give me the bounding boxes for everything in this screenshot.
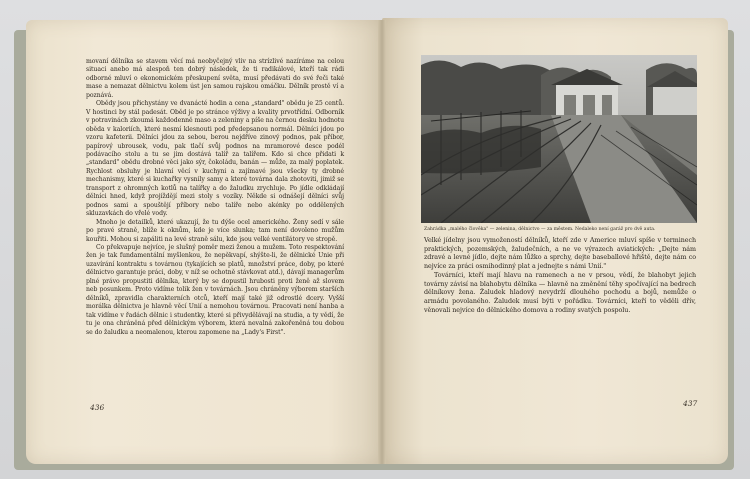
- left-paragraph-1: movaní dělníka se stavem věcí má neobyčejný vliv na strízlivé nazíráme na celou situaci anebo má alespoň ten dobrý následek, že ti radikálové, kteří tak rádi odborné mluví o ekonomickém přeskupení světa, musí předávati do své řeči také mase a nemazat dělnictvu kolem úst jen samou rajskou omáčku. Dělník prostě ví a poznává.: [86, 58, 344, 99]
- right-page-number: 437: [683, 399, 698, 408]
- left-page-number: 436: [90, 403, 105, 412]
- left-page-text: [86, 58, 344, 337]
- photo-caption: Zahrádka „malého člověka" — zelenina, dělnictvo — za městem. Nedaleko není garáž pro dvě auta.: [424, 227, 656, 232]
- garden-photo: [421, 55, 697, 223]
- right-paragraph-1: Velké jídelny jsou vymožeností dělníků, kteří zde v Americe mluví spíše v terminech praktických, pozemských, žaludečních, a ne ve výrazech aviatických: „Dejte nám zdravé a levné jídlo, dejte nám lůžko a sprchy, dejte baseballové hřiště, dejte nám co nejvíce za práci osmihodinný plat a jednejte s námi Unií.": [424, 237, 696, 271]
- left-paragraph-3: Mnoho je detailků, které ukazují, že tu dýše ocel americkéhо. Ženy sedí v sále po pravé straně, blíže k oknům, kde je více slunka; tam není dovoleno mužům kouřiti. Mohou si zapáliti na levé straně sálu, kde jsou velké ventilátory ve stropě.: [86, 218, 344, 243]
- left-paragraph-4: Co překvapuje nejvíce, je slušný poměr mezi ženou a mužem. Toto respektování žen je tak fundamentální myšlenkou, že nepěkvapí, shýšte-li, že dělnické Unie při uzavírání kontraktu s továrnou (tykajících se platů, množství práce, doby, po které dělnictvo garantuje práci, doby, v níž se ochotně stávkovat atd.), dávají managerům plné právo propustiti dělníka, který by se dopustil hrubosti proti ženě až slovem neb posunkem. Proto vidíme tolik žen v továrnách. Jsou chráněny výborem starších dělníků, zpravidla charakterních otců, kteří mají také již odrostlé dcery. Vyšší morálka dělnictva je hlavně věcí Unií a nemohou továrnou. Pracovati není hanba a tak vidíme v řadách dělnic i studentky, které si přivydělávají na studia, a ty vědí, že tu je ona chráněná před dělnickým výborem, která nevalná zakořeněná tou dobou se do žaludku a neomalenou, kterou zapomene na „Lady's First".: [86, 243, 344, 336]
- left-paragraph-2: Obědy jsou přichystány ve dvanácté hodin a cena „standard" obědu je 25 centů. V hostinci by stál padesát. Oběd je po stránce výživy a kvality prvotřídní. Odborník v potravinách zkoumá každodenně maso a zeleniny a píše na černou desku hodnotu oběda v kaloriích, které nesmí klesnouti pod předepsanou normál. Dělníci jdou po vzoru kafeterii. Dělníci jdou za sebou, berou nejdříve zinový podnos, pak příbor, papírový ubrousek, vodu, pak tlačí svůj podnos na mramorové desce podél podávacího stolu a tu se jim dostává talíř za talířem. Kdo si chce přidati k „standard" obědu drobné věci jako sýr, čokoládu, banán — může, za malý poplatek. Rychlost obsluhy je hlavní věcí v kuchyni a zajímavé jsou všecky ty drobné mechanismy, které si kuchařky vysnily samy a které továrna dala zhotoviti, jimiž se transport z ohromných kotlů na talířky a do žaludku zrychluje. Po jídle odkládají dělníci hned, když projíždějí mezi stoly s vozíky. Někde si odnášejí dělníci svůj podnos sami a spouštějí příbory nebo talíře nebo akénky po oddělených skluzavkách do vřelé vody.: [86, 100, 344, 218]
- right-paragraph-2: Továrníci, kteří mají hlavu na ramenech a ne v prsou, vědí, že blahobyt jejich továrny závisí na blahobytu dělníka — hlavně na změnění těhy spočívající na bedrech dělníkovy žena. Žaludek hladový nevydrží dlouhého pochodu a bojů, nemůže o armádu povolaného. Žaludek musí býti v pořádku. Továrníci, kteří to věděli dřív, věnovali nejvíce do dělnického domova a rodiny svatých pospolu.: [424, 271, 696, 314]
- right-page-text: [424, 237, 696, 315]
- book-gutter: [378, 20, 386, 464]
